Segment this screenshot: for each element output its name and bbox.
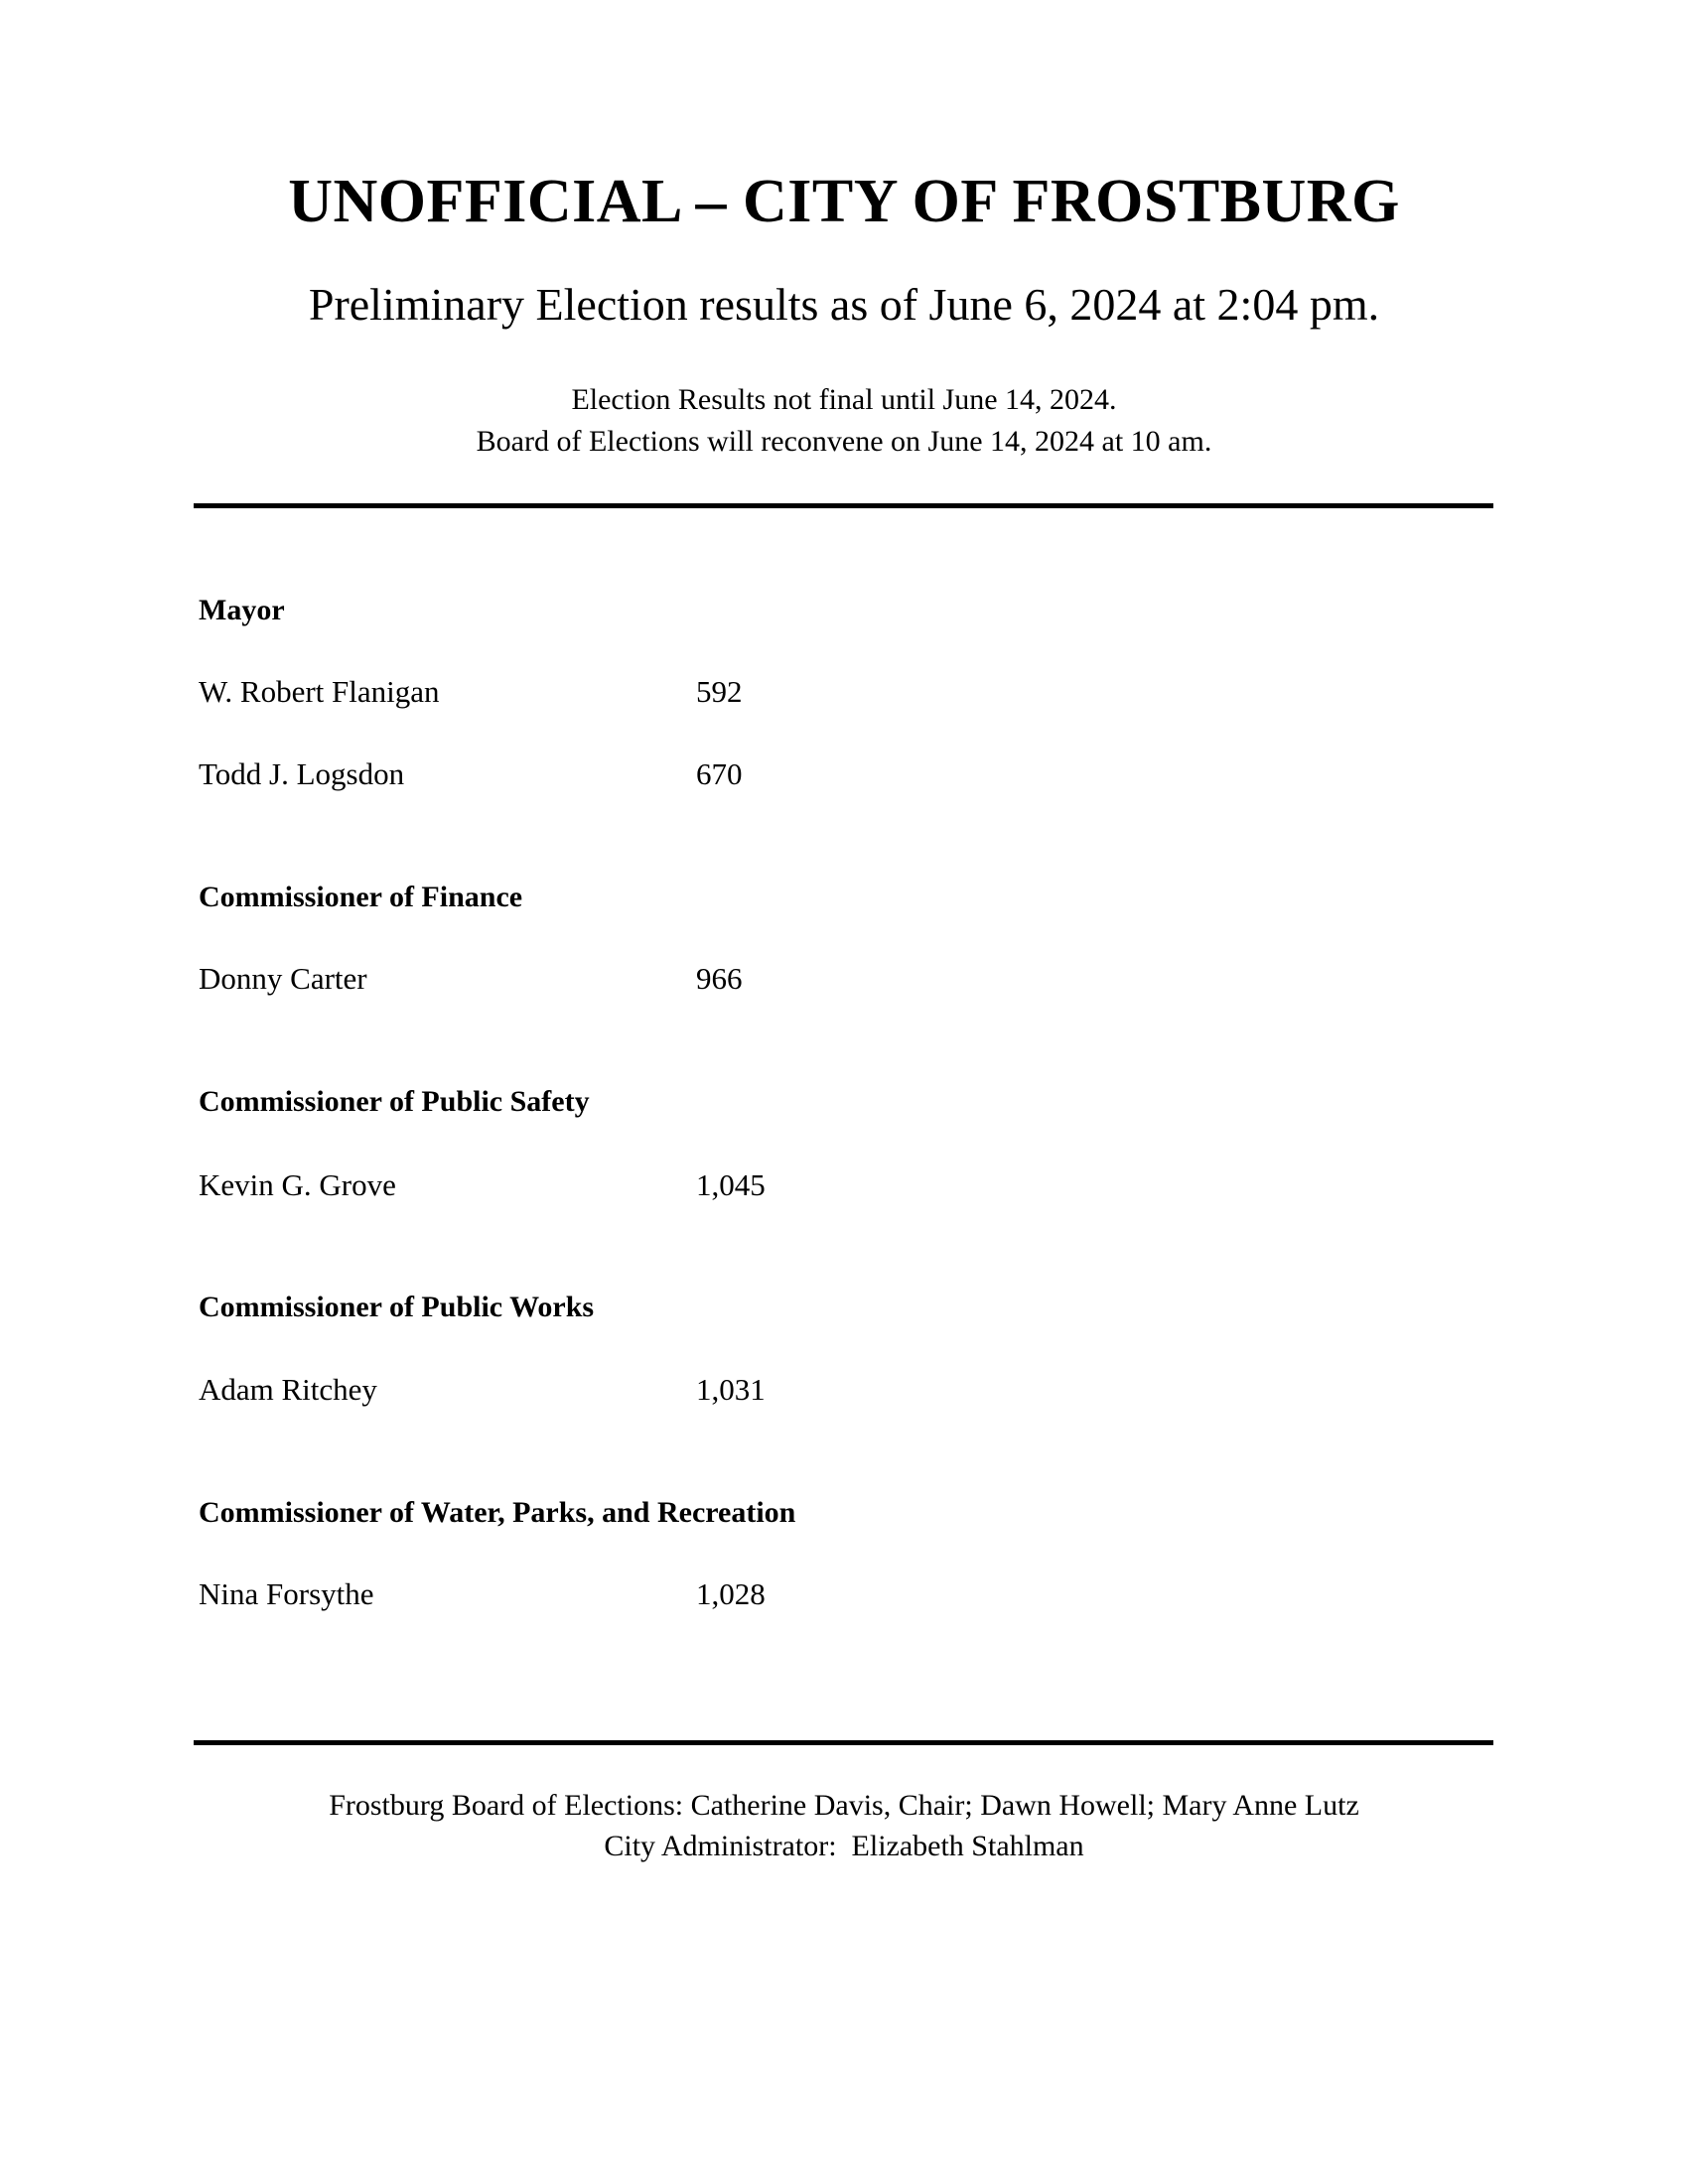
candidate-votes: 1,028 xyxy=(696,1576,766,1611)
board-members: Frostburg Board of Elections: Catherine Davis, Chair; Dawn Howell; Mary Anne Lutz xyxy=(329,1789,1359,1822)
candidate-votes: 592 xyxy=(696,674,743,709)
city-administrator: City Administrator: Elizabeth Stahlman xyxy=(604,1830,1084,1862)
race-office-finance: Commissioner of Finance xyxy=(199,881,523,913)
candidate-name: Kevin G. Grove xyxy=(199,1167,396,1202)
candidate-name: Todd J. Logsdon xyxy=(199,756,405,791)
candidate-votes: 670 xyxy=(696,756,743,791)
candidate-name: Adam Ritchey xyxy=(199,1372,377,1407)
reconvene-note: Board of Elections will reconvene on June 14, 2024 at 10 am. xyxy=(476,425,1212,458)
page-title: UNOFFICIAL – CITY OF FROSTBURG xyxy=(288,168,1400,235)
race-office-mayor: Mayor xyxy=(199,594,285,626)
race-office-water-parks-recreation: Commissioner of Water, Parks, and Recreation xyxy=(199,1496,796,1529)
candidate-votes: 1,045 xyxy=(696,1167,766,1202)
race-office-public-safety: Commissioner of Public Safety xyxy=(199,1085,590,1118)
candidate-votes: 966 xyxy=(696,961,743,996)
candidate-name: W. Robert Flanigan xyxy=(199,674,440,709)
candidate-name: Donny Carter xyxy=(199,961,367,996)
not-final-note: Election Results not final until June 14, 2024. xyxy=(571,383,1117,416)
bottom-divider xyxy=(194,1740,1493,1745)
results-timestamp: Preliminary Election results as of June 6, 2024 at 2:04 pm. xyxy=(308,279,1380,330)
race-office-public-works: Commissioner of Public Works xyxy=(199,1291,595,1323)
candidate-name: Nina Forsythe xyxy=(199,1576,374,1611)
candidate-votes: 1,031 xyxy=(696,1372,766,1407)
top-divider xyxy=(194,503,1493,508)
